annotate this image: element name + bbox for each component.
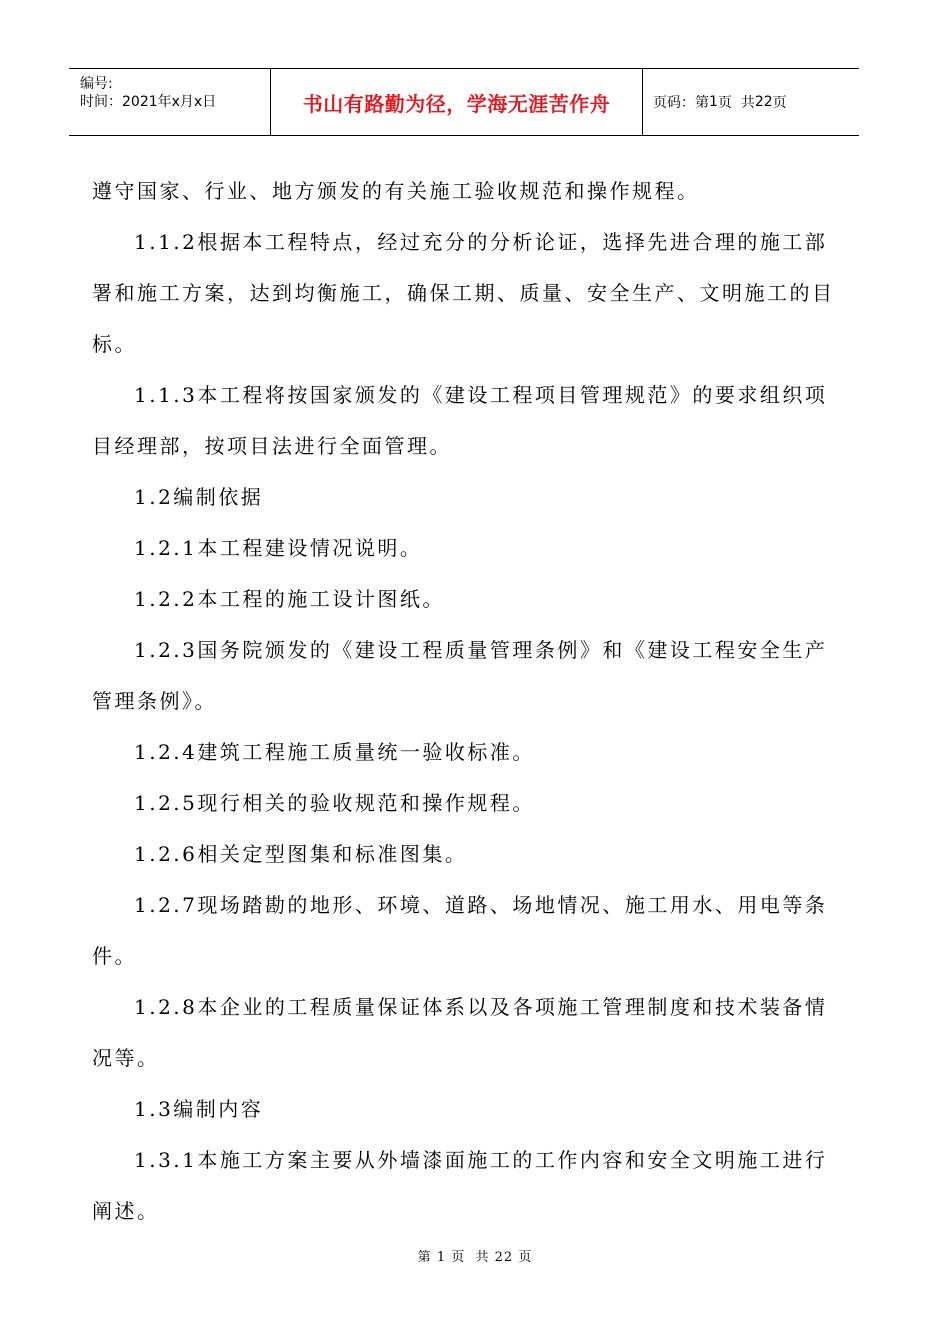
footer-suffix: 页 [518, 1250, 533, 1265]
body-paragraph: 1.2.8本企业的工程质量保证体系以及各项施工管理制度和技术装备情况等。 [92, 995, 828, 1070]
header-motto-cell [271, 69, 643, 135]
header-meta-cell [69, 69, 271, 135]
body-paragraph: 1.2.1本工程建设情况说明。 [134, 536, 423, 560]
body-paragraph: 1.1.2根据本工程特点，经过充分的分析论证，选择先进合理的施工部署和施工方案，达到均衡施工，确保工期、质量、安全生产、文明施工的目标。 [92, 230, 835, 356]
body-paragraph: 1.1.3本工程将按国家颁发的《建设工程项目管理规范》的要求组织项目经理部，按项目法进行全面管理。 [92, 383, 828, 458]
header-motto: 书山有路勤为径，学海无涯苦作舟 [302, 91, 611, 116]
body-paragraph: 1.2.3国务院颁发的《建设工程质量管理条例》和《建设工程安全生产管理条例》。 [92, 638, 828, 713]
body-paragraph: 遵守国家、行业、地方颁发的有关施工验收规范和操作规程。 [92, 179, 700, 203]
header-page-total: 22 [754, 94, 773, 110]
header-page-cell [643, 69, 859, 135]
footer-page-current: 1 [436, 1250, 447, 1265]
document-body [92, 166, 840, 1237]
document-time-label: 时间：2021年x月x日 [80, 94, 217, 110]
document-header [69, 68, 859, 136]
footer-prefix: 第 [417, 1250, 432, 1265]
page-footer [0, 1246, 950, 1265]
body-paragraph: 1.2.4建筑工程施工质量统一验收标准。 [134, 740, 535, 764]
footer-page-total: 22 [494, 1250, 514, 1265]
footer-mid: 页 共 [451, 1250, 490, 1265]
header-page-suffix: 页 [772, 95, 787, 111]
body-paragraph: 1.2.5现行相关的验收规范和操作规程。 [134, 791, 535, 815]
body-paragraph: 1.2.6相关定型图集和标准图集。 [134, 842, 468, 866]
body-paragraph: 1.2编制依据 [134, 485, 264, 509]
header-page-prefix: 页码：第 [653, 95, 709, 111]
body-paragraph: 1.2.2本工程的施工设计图纸。 [134, 587, 445, 611]
document-number-label: 编号: [80, 76, 113, 92]
body-paragraph: 1.3.1本施工方案主要从外墙漆面施工的工作内容和安全文明施工进行阐述。 [92, 1148, 828, 1223]
body-paragraph: 1.3编制内容 [134, 1097, 264, 1121]
body-paragraph: 1.2.7现场踏勘的地形、环境、道路、场地情况、施工用水、用电等条件。 [92, 893, 828, 968]
header-page-mid: 页 共 [717, 95, 755, 111]
header-page-current: 1 [709, 94, 718, 110]
